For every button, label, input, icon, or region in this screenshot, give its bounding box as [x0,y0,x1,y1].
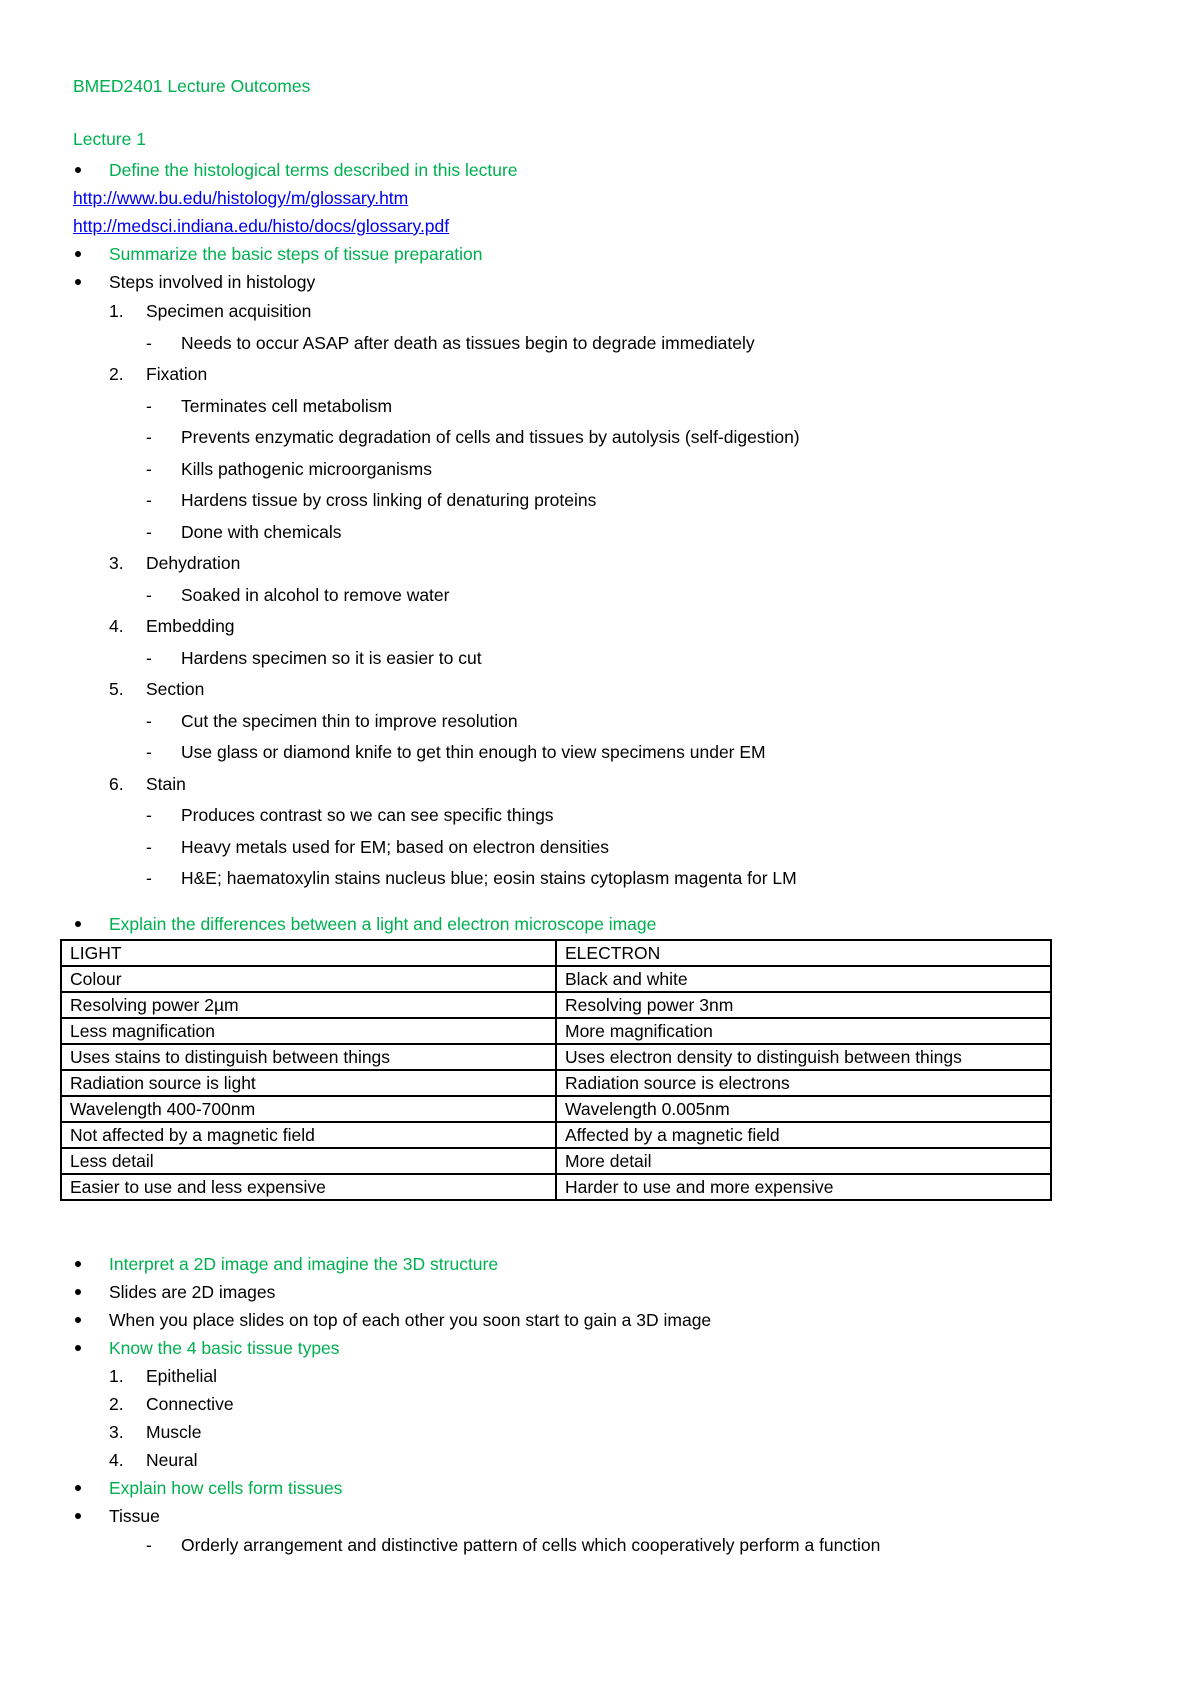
histology-steps-list [73,296,1073,895]
microscope-comparison-table [60,939,1052,1201]
outcome-interpret-2d: Interpret a 2D image and imagine the 3D structure [109,1254,499,1274]
step-label: Stain [146,773,186,794]
dash-marker: - [146,742,152,762]
tissue-type-number: 2. [109,1394,124,1414]
step-item [73,359,1073,391]
tissue-type-number: 4. [109,1450,124,1470]
dash-marker: - [146,458,152,479]
step-point-text: Use glass or diamond knife to get thin enough to view specimens under EM [181,742,766,762]
electron-cell: More magnification [556,1018,1051,1044]
tissue-type-number: 1. [109,1366,124,1386]
light-cell: Resolving power 2µm [61,992,556,1018]
document-title: BMED2401 Lecture Outcomes [73,76,311,96]
step-point [73,863,1073,895]
step-point-text: Done with chemicals [181,521,342,542]
lecture-heading: Lecture 1 [73,129,146,149]
step-label: Specimen acquisition [146,301,312,321]
section-tissue-prep [73,156,1073,895]
step-point-text: Hardens tissue by cross linking of denaturing proteins [181,490,597,510]
tissue-type-item [73,1390,1073,1418]
tissue-type-number: 3. [109,1422,124,1442]
step-point-text: Kills pathogenic microorganisms [181,458,432,479]
tissue-type-item [73,1362,1073,1390]
light-cell: Easier to use and less expensive [61,1174,556,1200]
electron-cell: Affected by a magnetic field [556,1122,1051,1148]
electron-cell: Uses electron density to distinguish between things [556,1044,1051,1070]
table-row [61,1174,1051,1200]
glossary-link-bu[interactable]: http://www.bu.edu/histology/m/glossary.htm [73,188,409,208]
step-point [73,706,1073,738]
step-point [73,832,1073,864]
step-point-text: Terminates cell metabolism [181,395,393,416]
bullet-slides-2d: Slides are 2D images [109,1282,276,1302]
step-number: 4. [109,616,124,636]
dash-marker: - [146,868,152,888]
dash-marker: - [146,490,152,510]
light-cell: LIGHT [61,940,556,966]
step-point [73,454,1073,486]
tissue-type-label: Epithelial [146,1366,218,1386]
light-cell: Less magnification [61,1018,556,1044]
steps-heading: Steps involved in histology [109,272,316,292]
step-number: 5. [109,679,124,699]
electron-cell: Black and white [556,966,1051,992]
dash-marker: - [146,332,152,353]
dash-marker: - [146,427,152,447]
step-label: Fixation [146,364,208,384]
table-row [61,1096,1051,1122]
step-point [73,328,1073,360]
section-tissues [73,1250,1073,1562]
light-cell: Radiation source is light [61,1070,556,1096]
light-cell: Colour [61,966,556,992]
table-row [61,1018,1051,1044]
step-label: Embedding [146,616,235,636]
dash-marker: - [146,584,152,605]
step-item [73,611,1073,643]
light-cell: Wavelength 400-700nm [61,1096,556,1122]
tissue-type-label: Muscle [146,1422,202,1442]
table-row [61,1044,1051,1070]
tissue-types-list [73,1362,1073,1474]
step-number: 3. [109,553,124,573]
table-header-row [61,940,1051,966]
step-item [73,769,1073,801]
table-row [61,992,1051,1018]
glossary-link-indiana[interactable]: http://medsci.indiana.edu/histo/docs/glossary.pdf [73,216,450,236]
step-point [73,391,1073,423]
step-point-text: Hardens specimen so it is easier to cut [181,647,482,668]
table-row [61,1070,1051,1096]
outcome-tissue-prep: Summarize the basic steps of tissue preparation [109,244,483,264]
section-microscope [73,910,1073,938]
step-point-text: Needs to occur ASAP after death as tissues begin to degrade immediately [181,332,755,353]
outcome-cells-form-tissues: Explain how cells form tissues [109,1478,343,1498]
light-cell: Uses stains to distinguish between things [61,1044,556,1070]
tissue-type-item [73,1446,1073,1474]
step-number: 6. [109,773,124,794]
outcome-define-terms: Define the histological terms described in this lecture [109,160,518,180]
tissue-definition: Orderly arrangement and distinctive pattern of cells which cooperatively perform a function [181,1535,881,1555]
step-point [73,422,1073,454]
electron-cell: Wavelength 0.005nm [556,1096,1051,1122]
dash-marker: - [146,710,152,731]
dash-marker: - [146,647,152,668]
step-point [73,580,1073,612]
electron-cell: Harder to use and more expensive [556,1174,1051,1200]
step-point-text: Cut the specimen thin to improve resolution [181,710,518,731]
step-point [73,517,1073,549]
table-row [61,966,1051,992]
step-point-text: Soaked in alcohol to remove water [181,584,450,605]
step-item [73,674,1073,706]
electron-cell: Radiation source is electrons [556,1070,1051,1096]
dash-marker: - [146,805,152,825]
step-point [73,485,1073,517]
step-number: 2. [109,364,124,384]
step-number: 1. [109,301,124,321]
dash-marker: - [146,521,152,542]
step-point-text: H&E; haematoxylin stains nucleus blue; eosin stains cytoplasm magenta for LM [181,868,797,888]
outcome-microscope: Explain the differences between a light and electron microscope image [109,914,657,934]
tissue-type-item [73,1418,1073,1446]
bullet-slides-3d: When you place slides on top of each other you soon start to gain a 3D image [109,1310,712,1330]
step-item [73,296,1073,328]
step-point-text: Heavy metals used for EM; based on electron densities [181,836,609,857]
tissue-type-label: Neural [146,1450,198,1470]
light-cell: Less detail [61,1148,556,1174]
tissue-heading: Tissue [109,1506,160,1526]
step-point [73,737,1073,769]
outcome-tissue-types: Know the 4 basic tissue types [109,1338,340,1358]
tissue-type-label: Connective [146,1394,234,1414]
step-label: Section [146,679,205,699]
electron-cell: More detail [556,1148,1051,1174]
light-cell: Not affected by a magnetic field [61,1122,556,1148]
dash-marker: - [146,836,152,857]
step-item [73,548,1073,580]
table-row [61,1148,1051,1174]
dash-marker: - [146,395,152,416]
dash-marker: - [146,1535,152,1555]
table-row [61,1122,1051,1148]
electron-cell: ELECTRON [556,940,1051,966]
step-label: Dehydration [146,553,241,573]
step-point [73,643,1073,675]
electron-cell: Resolving power 3nm [556,992,1051,1018]
step-point [73,800,1073,832]
step-point-text: Prevents enzymatic degradation of cells and tissues by autolysis (self-digestion) [181,427,800,447]
step-point-text: Produces contrast so we can see specific things [181,805,554,825]
